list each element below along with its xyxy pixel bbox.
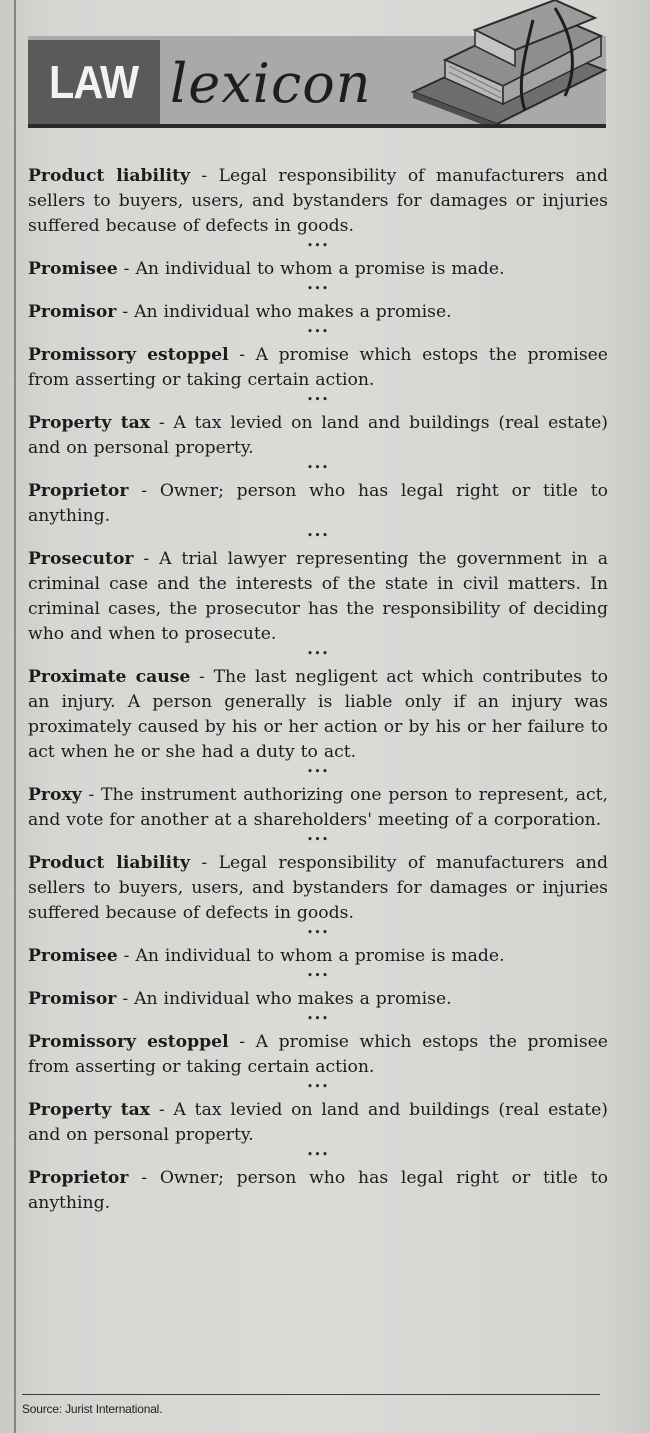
entry-definition: - A trial lawyer representing the government in a criminal case and the interests of the state in civil matters. In criminal cases, the prosecutor has the responsibility of deciding who and when to prosecute. [28, 549, 608, 644]
entry-term: Property tax [28, 1100, 151, 1120]
entry [28, 987, 608, 1012]
entry-definition: - Legal responsibility of manufacturers and sellers to buyers, users, and bystanders for damages or injuries suffered because of defects in goods. [28, 853, 608, 923]
entry-definition: - An individual who makes a promise. [116, 302, 452, 322]
entry [28, 783, 608, 833]
entry-term: Promissory estoppel [28, 345, 229, 365]
entry-definition: - Legal responsibility of manufacturers and sellers to buyers, users, and bystanders for damages or injuries suffered because of defects in goods. [28, 166, 608, 236]
entry-definition: - A promise which estops the promisee from asserting or taking certain action. [28, 1032, 608, 1077]
entry-term: Promisor [28, 989, 117, 1009]
header-underline [28, 124, 606, 128]
header-brand: LAW [49, 56, 139, 108]
entry-definition: - Owner; person who has legal right or title to anything. [28, 481, 608, 526]
entry-term: Product liability [28, 166, 191, 186]
entry-term: Promisee [28, 946, 118, 966]
entry-definition: - A tax levied on land and buildings (real estate) and on personal property. [28, 1100, 608, 1145]
entry [28, 300, 608, 325]
entry [28, 944, 608, 969]
entry-term: Property tax [28, 413, 151, 433]
entry-term: Promisee [28, 259, 118, 279]
separator: ••• [306, 765, 330, 778]
entry-term: Promisor [28, 302, 117, 322]
separator: ••• [306, 461, 330, 474]
entry-term: Proxy [28, 785, 82, 805]
entry [28, 547, 608, 647]
entry-definition: - Owner; person who has legal right or title to anything. [28, 1168, 608, 1213]
separator: ••• [306, 647, 330, 660]
separator: ••• [306, 393, 330, 406]
entry-term: Product liability [28, 853, 191, 873]
entry [28, 479, 608, 529]
entry [28, 411, 608, 461]
entry-definition: - A promise which estops the promisee from asserting or taking certain action. [28, 345, 608, 390]
separator: ••• [306, 1012, 330, 1025]
separator: ••• [306, 1080, 330, 1093]
entry-list [28, 164, 608, 1216]
books-illustration [405, 0, 615, 128]
separator: ••• [306, 1148, 330, 1161]
entry-definition: - A tax levied on land and buildings (real estate) and on personal property. [28, 413, 608, 458]
source-divider [22, 1394, 600, 1395]
entry-definition: - An individual to whom a promise is made. [117, 946, 505, 966]
separator: ••• [306, 325, 330, 338]
entry [28, 665, 608, 765]
separator: ••• [306, 926, 330, 939]
entry [28, 343, 608, 393]
separator: ••• [306, 529, 330, 542]
entry [28, 1098, 608, 1148]
source-credit: Source: Jurist International. [22, 1402, 163, 1416]
entry [28, 1166, 608, 1216]
entry-definition: - An individual to whom a promise is made. [117, 259, 505, 279]
header-title: lexicon [170, 52, 372, 115]
entry-term: Proprietor [28, 1168, 129, 1188]
entry-definition: - The last negligent act which contributes to an injury. A person generally is liable only if an injury was proximately caused by his or her action or by his or her failure to act when he or she had a duty to act. [28, 667, 608, 762]
separator: ••• [306, 969, 330, 982]
entry-term: Prosecutor [28, 549, 134, 569]
entry-definition: - The instrument authorizing one person to represent, act, and vote for another at a shareholders' meeting of a corporation. [28, 785, 608, 830]
column-rule [14, 0, 16, 1433]
entry [28, 1030, 608, 1080]
entry [28, 257, 608, 282]
separator: ••• [306, 833, 330, 846]
entry [28, 851, 608, 926]
law-label-box [28, 40, 160, 124]
entry-definition: - An individual who makes a promise. [116, 989, 452, 1009]
separator: ••• [306, 282, 330, 295]
entry-term: Proximate cause [28, 667, 191, 687]
entry [28, 164, 608, 239]
entry-term: Proprietor [28, 481, 129, 501]
entry-term: Promissory estoppel [28, 1032, 229, 1052]
separator: ••• [306, 239, 330, 252]
